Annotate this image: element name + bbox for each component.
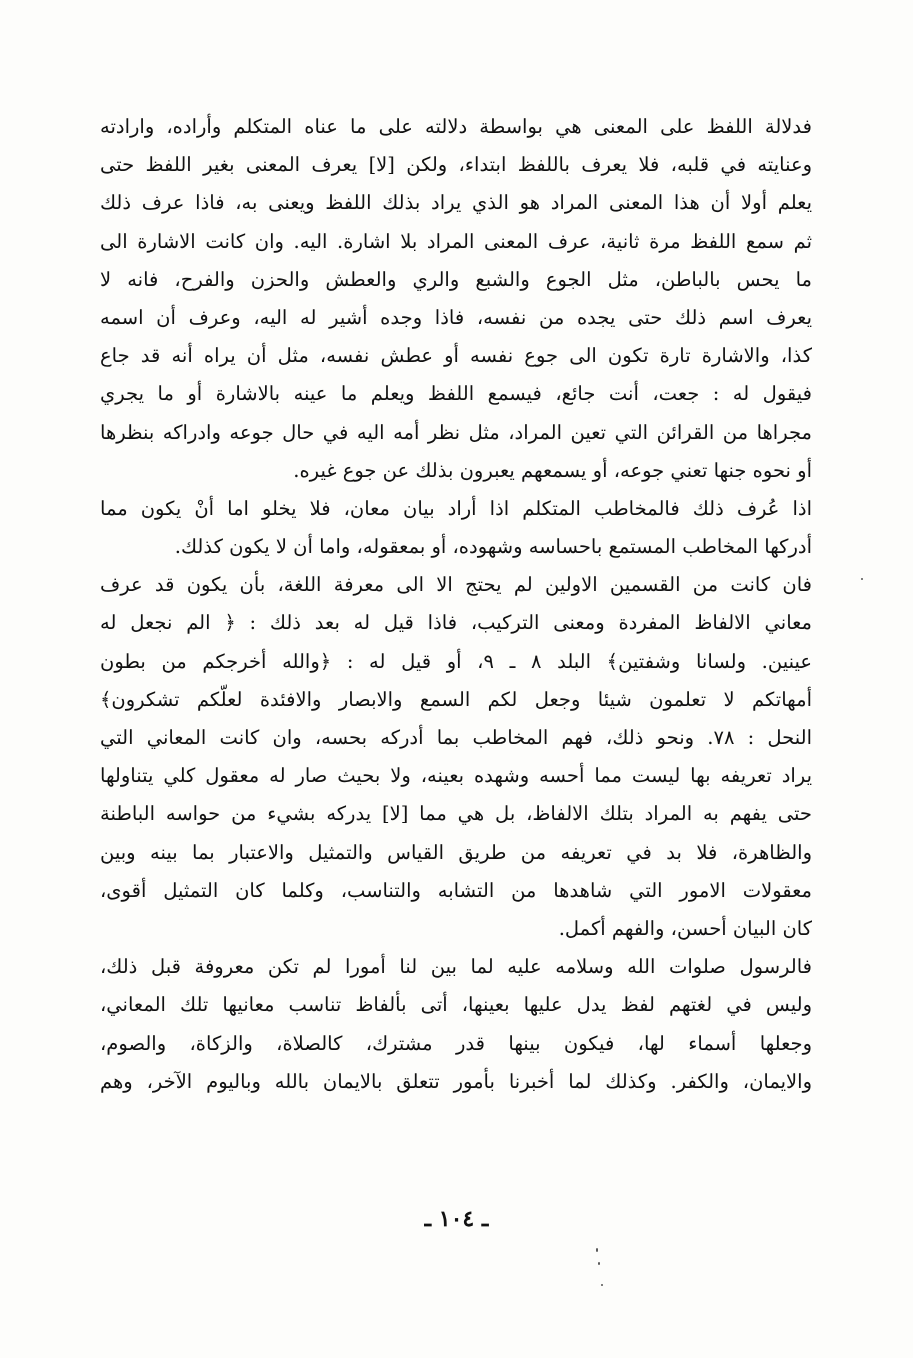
text-line: وجعلها أسماء لها، فيكون بينها قدر مشترك، كالصلاة، والزكاة، والصوم، bbox=[100, 1031, 812, 1055]
text-line-paragraph-end: كان البيان أحسن، والفهم أكمل. bbox=[558, 916, 812, 940]
page-number: ـ ١٠٤ ـ bbox=[424, 1206, 489, 1232]
text-line: معاني الالفاظ المفردة ومعنى التركيب، فاذا قيل له بعد ذلك : ﴿ الم نجعل له bbox=[100, 611, 812, 635]
scan-speck bbox=[601, 1284, 603, 1286]
text-line: معقولات الامور التي شاهدها من التشابه والتناسب، وكلما كان التمثيل أقوى، bbox=[100, 878, 812, 902]
scan-speck bbox=[596, 1248, 598, 1252]
text-line: ثم سمع اللفظ مرة ثانية، عرف المعنى المراد بلا اشارة. اليه. وان كانت الاشارة الى bbox=[100, 229, 812, 253]
text-line-paragraph-end: أدركها المخاطب المستمع باحساسه وشهوده، أو بمعقوله، واما أن لا يكون كذلك. bbox=[174, 535, 812, 559]
text-line: يعلم أولا أن هذا المعنى المراد هو الذي يراد بذلك اللفظ ويعنى به، فاذا عرف ذلك bbox=[100, 191, 812, 215]
text-line: فان كانت من القسمين الاولين لم يحتج الا الى معرفة اللغة، بأن يكون قد عرف bbox=[100, 573, 812, 597]
text-line: حتى يفهم به المراد بتلك الالفاظ، بل هي مما [لا] يدركه بشيء من حواسه الباطنة bbox=[100, 802, 812, 826]
scan-speck bbox=[598, 1262, 600, 1265]
text-line-paragraph-end: أو نحوه جنها تعني جوعه، أو يسمعهم يعبرون بذلك عن جوع غيره. bbox=[293, 458, 812, 482]
scan-speck bbox=[861, 578, 863, 580]
text-line: وعنايته في قلبه، فلا يعرف باللفظ ابتداء، ولكن [لا] يعرف المعنى بغير اللفظ حتى bbox=[100, 153, 812, 177]
text-line: والايمان، والكفر. وكذلك لما أخبرنا بأمور تتعلق بالايمان بالله وباليوم الآخر، وهم bbox=[100, 1069, 812, 1093]
text-line: وليس في لغتهم لفظ يدل عليها بعينها، أتى بألفاظ تناسب معانيها تلك المعاني، bbox=[100, 993, 812, 1017]
text-line: أمهاتكم لا تعلمون شيئا وجعل لكم السمع والابصار والافئدة لعلّكم تشكرون﴾ bbox=[100, 687, 812, 711]
text-line: عينين. ولسانا وشفتين﴾ البلد ٨ ـ ٩، أو قيل له : ﴿والله أخرجكم من بطون bbox=[100, 649, 812, 673]
text-line: والظاهرة، فلا بد في تعريفه من طريق القياس والتمثيل والاعتبار بما بينه وبين bbox=[100, 840, 812, 864]
text-line: فالرسول صلوات الله وسلامه عليه لما بين لنا أمورا لم تكن معروفة قبل ذلك، bbox=[100, 955, 812, 979]
text-line: يراد تعريفه بها ليست مما أحسه وشهده بعينه، ولا بحيث صار له معقول كلي يتناولها bbox=[100, 764, 812, 788]
text-line: مجراها من القرائن التي تعين المراد، مثل نظر أمه اليه في حال جوعه وادراكه بنظرها bbox=[100, 420, 812, 444]
text-line: اذا عُرف ذلك فالمخاطب المتكلم اذا أراد بيان معان، فلا يخلو اما أنْ يكون مما bbox=[100, 496, 812, 520]
text-line: فيقول له : جعت، أنت جائع، فيسمع اللفظ ويعلم ما عينه بالاشارة أو ما يجري bbox=[100, 382, 812, 406]
text-line: يعرف اسم ذلك حتى يجده من نفسه، فاذا وجده أشير له اليه، وعرف أن اسمه bbox=[100, 305, 812, 329]
text-line: النحل : ٧٨. ونحو ذلك، فهم المخاطب بما أدركه بحسه، وان كانت المعاني التي bbox=[100, 726, 812, 749]
text-line: فدلالة اللفظ على المعنى هي بواسطة دلالته على ما عناه المتكلم وأراده، وارادته bbox=[100, 115, 812, 138]
text-line: ما يحس بالباطن، مثل الجوع والشبع والري والعطش والحزن والفرح، فانه لا bbox=[100, 267, 812, 291]
body-text bbox=[100, 108, 812, 1101]
text-line: كذا، والاشارة تارة تكون الى جوع نفسه أو عطش نفسه، مثل أن يراه أنه قد جاع bbox=[100, 344, 812, 368]
